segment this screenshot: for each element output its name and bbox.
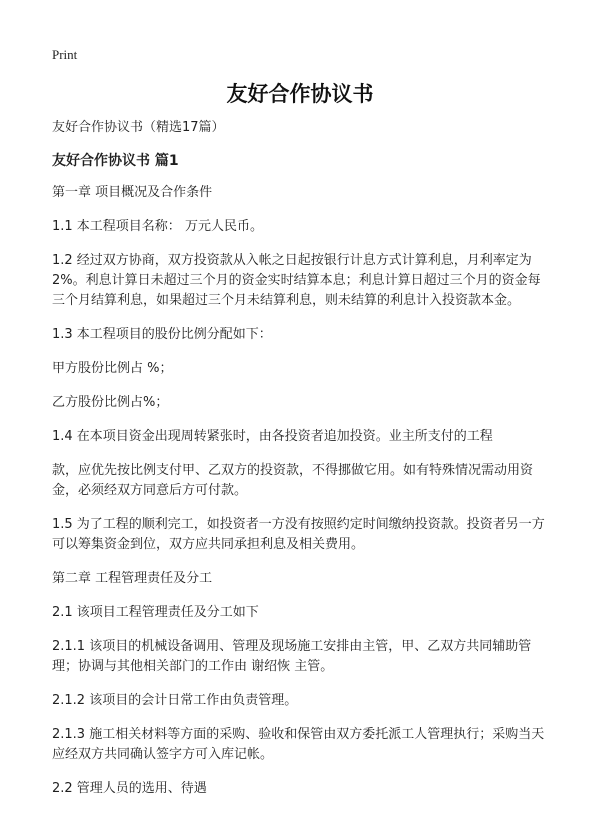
document-body <box>52 118 552 799</box>
document-subtitle: 友好合作协议书（精选17篇） <box>52 120 225 135</box>
chapter-heading-1: 第一章 项目概况及合作条件 <box>52 185 213 200</box>
paragraph-2-1: 2.1 该项目工程管理责任及分工如下 <box>52 605 259 620</box>
paragraph-2-1-2: 2.1.2 该项目的会计日常工作由负责管理。 <box>52 693 298 708</box>
paragraph-1-3: 1.3 本工程项目的股份比例分配如下： <box>52 327 272 342</box>
paragraph-party-b-share: 乙方股份比例占%； <box>52 395 169 410</box>
paragraph-2-1-1: 2.1.1 该项目的机械设备调用、管理及现场施工安排由主管，甲、乙双方共同辅助管理；协调与其他相关部门的工作由 谢绍恢 主管。 <box>52 639 532 674</box>
paragraph-1-4-continued: 款，应优先按比例支付甲、乙双方的投资款，不得挪做它用。如有特殊情况需动用资金，必须经双方同意后方可付款。 <box>52 463 534 498</box>
chapter-heading-2: 第二章 工程管理责任及分工 <box>52 571 213 586</box>
paragraph-party-a-share: 甲方股份比例占 %； <box>52 361 173 376</box>
paragraph-1-1: 1.1 本工程项目名称： 万元人民币。 <box>52 219 263 234</box>
page-title: 友好合作协议书 <box>226 82 374 106</box>
paragraph-1-4: 1.4 在本项目资金出现周转紧张时，由各投资者追加投资。业主所支付的工程 <box>52 429 493 444</box>
print-link[interactable]: Print <box>52 47 78 62</box>
paragraph-1-5: 1.5 为了工程的顺利完工，如投资者一方没有按照约定时间缴纳投资款。投资者另一方可以筹集资金到位，双方应共同承担利息及相关费用。 <box>52 517 545 552</box>
paragraph-2-1-3: 2.1.3 施工相关材料等方面的采购、验收和保管由双方委托派工人管理执行；采购当天应经双方共同确认签字方可入库记帐。 <box>52 727 545 762</box>
paragraph-1-2: 1.2 经过双方协商，双方投资款从入帐之日起按银行计息方式计算利息，月利率定为2%。利息计算日未超过三个月的资金实时结算本息；利息计算日超过三个月的资金每三个月结算利息，如果超过三个月未结算利息，则未结算的利息计入投资款本金。 <box>52 253 541 308</box>
paragraph-2-2: 2.2 管理人员的选用、待遇 <box>52 781 207 796</box>
section-heading: 友好合作协议书 篇1 <box>52 153 179 169</box>
